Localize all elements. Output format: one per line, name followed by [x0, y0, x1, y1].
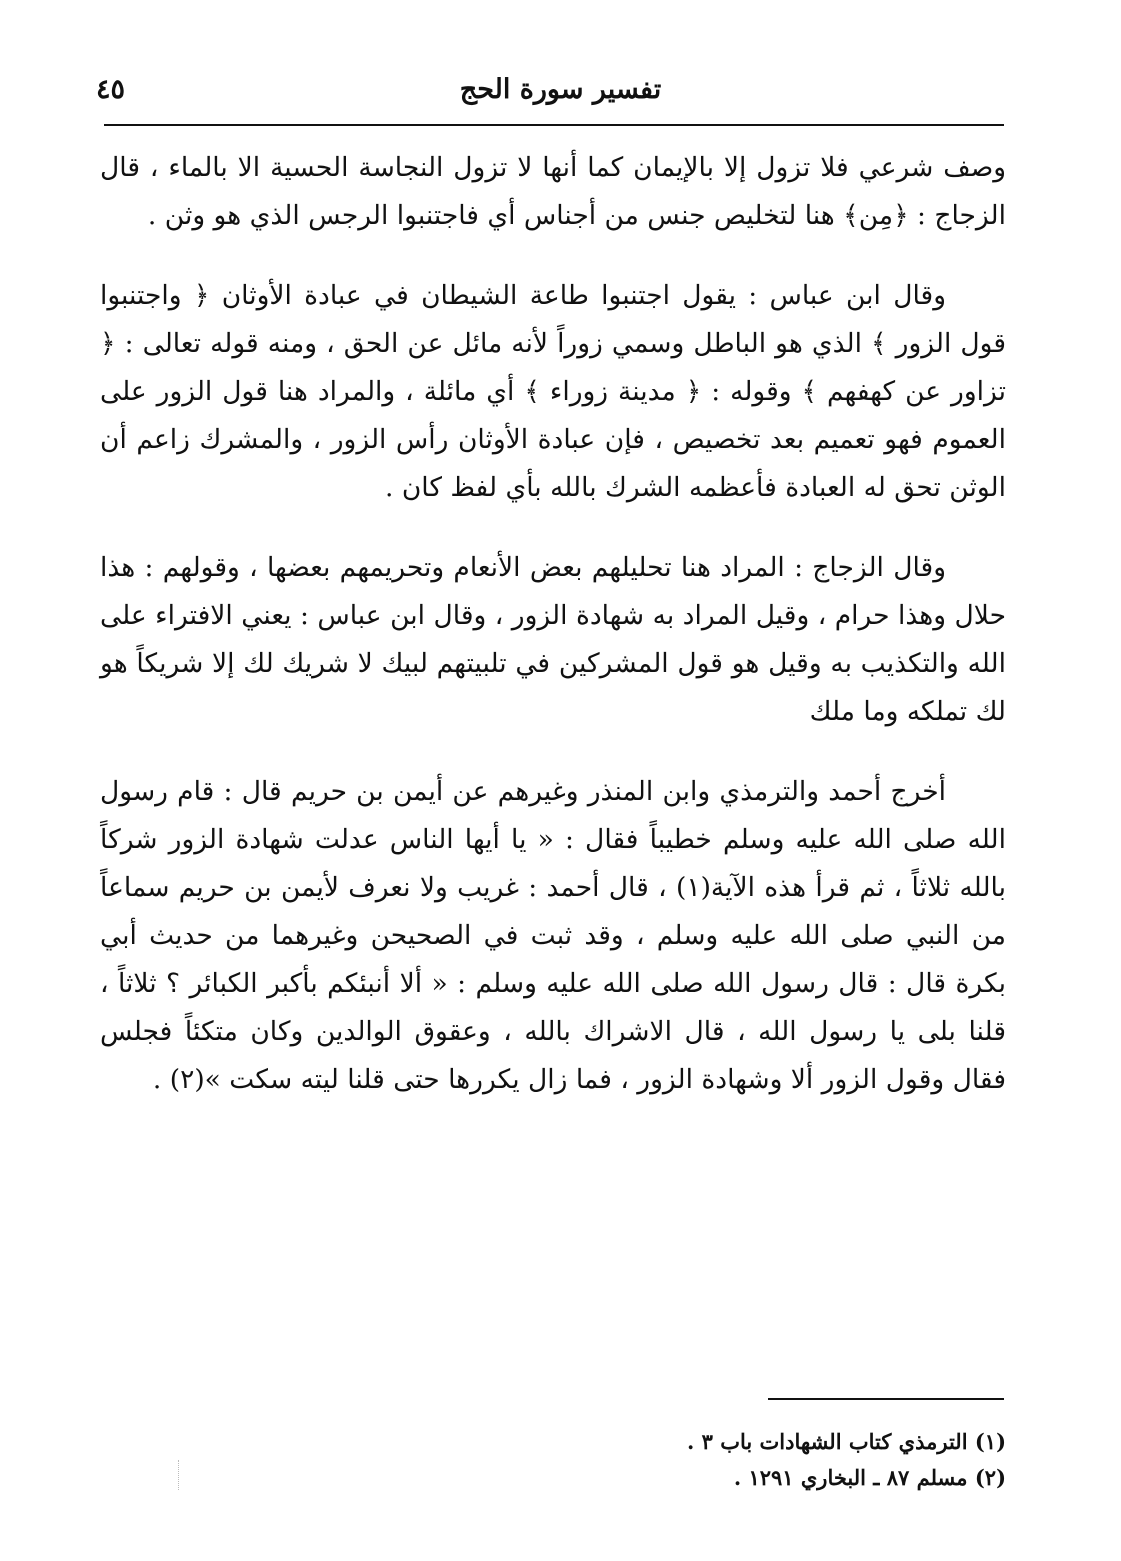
footnote-1: (١) الترمذي كتاب الشهادات باب ٣ . — [687, 1429, 1006, 1454]
paragraph-3: وقال الزجاج : المراد هنا تحليلهم بعض الأنعام وتحريمهم بعضها ، وقولهم : هذا حلال وهذا حرام ، وقيل المراد به شهادة الزور ، وقال ابن عباس : يعني الافتراء على الله والتكذيب به وقيل هو قول المشركين في تلبيتهم لبيك لا شريك لك إلا شريكاً هو لك تملكه وما ملك — [100, 552, 1006, 727]
footnotes — [100, 1424, 1006, 1496]
body-text — [100, 144, 1006, 1104]
header-divider — [104, 124, 1004, 126]
paragraph-4: أخرج أحمد والترمذي وابن المنذر وغيرهم عن أيمن بن حريم قال : قام رسول الله صلى الله عليه وسلم خطيباً فقال : « يا أيها الناس عدلت شهادة الزور شركاً بالله ثلاثاً ، ثم قرأ هذه الآية(١) ، قال أحمد : غريب ولا نعرف لأيمن بن حريم سماعاً من النبي صلى الله عليه وسلم ، وقد ثبت في الصحيحن وغيرهما من حديث أبي بكرة قال : قال رسول الله صلى الله عليه وسلم : « ألا أنبئكم بأكبر الكبائر ؟ ثلاثاً ، قلنا بلى يا رسول الله ، قال الاشراك بالله ، وعقوق الوالدين وكان متكئاً فجلس فقال وقول الزور ألا وشهادة الزور ، فما زال يكررها حتى قلنا ليته سكت »(٢) . — [100, 776, 1006, 1095]
footnote-2: (٢) مسلم ٨٧ ـ البخاري ١٢٩١ . — [733, 1465, 1006, 1490]
paragraph-2: وقال ابن عباس : يقول اجتنبوا طاعة الشيطان في عبادة الأوثان ﴿ واجتنبوا قول الزور ﴾ الذي هو الباطل وسمي زوراً لأنه مائل عن الحق ، ومنه قوله تعالى : ﴿ تزاور عن كهفهم ﴾ وقوله : ﴿ مدينة زوراء ﴾ أي مائلة ، والمراد هنا قول الزور على العموم فهو تعميم بعد تخصيص ، فإن عبادة الأوثان رأس الزور ، والمشرك زاعم أن الوثن تحق له العبادة فأعظمه الشرك بالله بأي لفظ كان . — [100, 280, 1006, 503]
scan-specks — [178, 1460, 183, 1490]
running-header-title: تفسير سورة الحج — [459, 74, 662, 105]
page-number: ٤٥ — [96, 74, 126, 105]
footnote-divider — [768, 1398, 1004, 1400]
paragraph-1: وصف شرعي فلا تزول إلا بالإيمان كما أنها لا تزول النجاسة الحسية الا بالماء ، قال الزجاج : ﴿مِن﴾ هنا لتخليص جنس من أجناس أي فاجتنبوا الرجس الذي هو وثن . — [100, 152, 1006, 231]
